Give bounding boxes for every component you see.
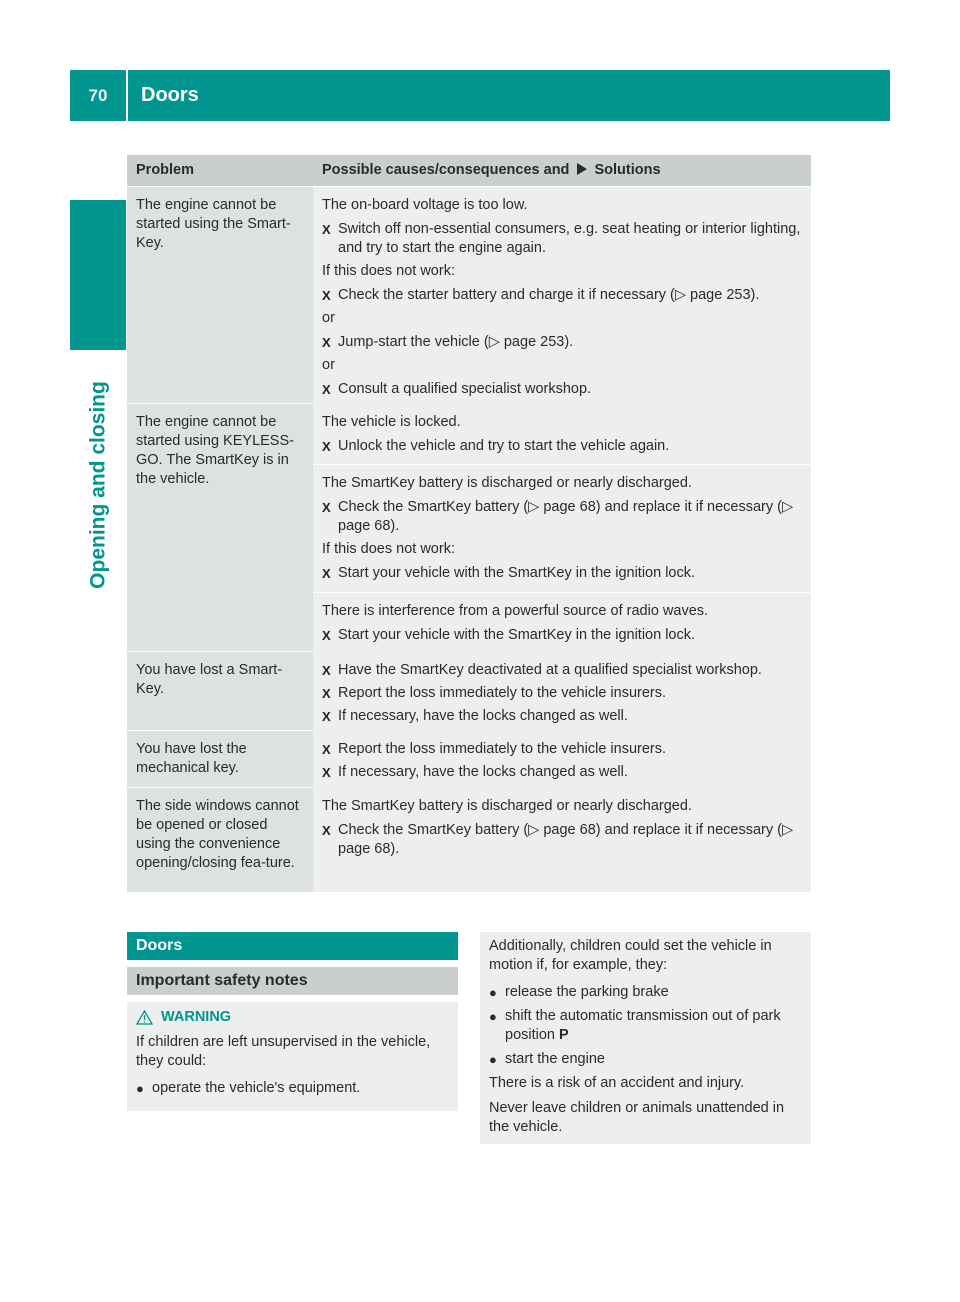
step-text: Check the starter battery and charge it if necessary (▷ page 253). (338, 287, 760, 303)
step-marker-icon: X (322, 686, 331, 701)
cause-text: The SmartKey battery is discharged or nearly discharged. (322, 475, 692, 491)
warning-continuation-box (480, 932, 811, 1144)
step-text: If necessary, have the locks changed as well. (338, 764, 628, 780)
column-header-solutions-suffix: Solutions (594, 162, 661, 178)
list-item (489, 1007, 803, 1045)
condition-text: If this does not work: (322, 263, 455, 279)
problem-cell: The engine cannot be started using KEYLESS-GO. The SmartKey is in the vehicle. (127, 404, 313, 651)
solution-step (322, 626, 803, 645)
table-row (127, 187, 811, 403)
step-marker-icon: X (322, 628, 331, 643)
warning-box (127, 1002, 458, 1111)
bullet-text: start the engine (505, 1051, 605, 1067)
problem-cell: You have lost the mechanical key. (127, 731, 313, 787)
or-text: or (322, 357, 335, 373)
subsection-title: Important safety notes (127, 967, 458, 995)
step-marker-icon: X (322, 709, 331, 724)
step-text: Check the SmartKey battery (▷ page 68) and replace it if necessary (▷ page 68). (338, 499, 794, 534)
solution-cell (313, 404, 811, 651)
solution-step (322, 333, 803, 352)
solution-step (322, 684, 803, 703)
solution-step (322, 564, 803, 583)
advice-text: Never leave children or animals unattended in the vehicle. (489, 1100, 785, 1135)
step-marker-icon: X (322, 663, 331, 678)
solution-step (322, 707, 803, 726)
step-text: Report the loss immediately to the vehicle insurers. (338, 741, 667, 757)
chapter-tab (70, 200, 126, 350)
step-marker-icon: X (322, 566, 331, 581)
solution-block (313, 788, 811, 892)
solution-step (322, 380, 803, 399)
play-arrow-icon (576, 163, 587, 175)
step-marker-icon: X (322, 823, 331, 838)
risk-text: There is a risk of an accident and injury. (489, 1075, 745, 1091)
solution-cell (313, 652, 811, 730)
step-marker-icon: X (322, 335, 331, 350)
warning-triangle-icon (136, 1010, 153, 1025)
step-text: Jump-start the vehicle (▷ page 253). (338, 334, 574, 350)
solution-step (322, 286, 803, 305)
gear-position-label: P (559, 1027, 569, 1043)
problem-cell: The engine cannot be started using the Smart-Key. (127, 187, 313, 403)
section-title: Doors (127, 932, 458, 960)
bullet-icon: ● (489, 1009, 497, 1024)
solution-block (313, 652, 811, 737)
step-marker-icon: X (322, 288, 331, 303)
or-text: or (322, 310, 335, 326)
step-marker-icon: X (322, 500, 331, 515)
step-text: Switch off non-essential consumers, e.g. seat heating or interior lighting, and try to start the engine again. (338, 221, 801, 256)
table-header (127, 155, 811, 186)
step-text: Consult a qualified specialist workshop. (338, 381, 592, 397)
solution-cell (313, 731, 811, 787)
solution-cell (313, 187, 811, 403)
table-row (127, 404, 811, 651)
step-text: Have the SmartKey deactivated at a qualified specialist workshop. (338, 662, 762, 678)
solution-step (322, 821, 803, 859)
doors-section-left (127, 932, 458, 1111)
solution-block (313, 187, 811, 410)
step-text: Start your vehicle with the SmartKey in the ignition lock. (338, 565, 696, 581)
solution-cell (313, 788, 811, 892)
solution-step (322, 763, 803, 782)
problem-cell: You have lost a Smart-Key. (127, 652, 313, 730)
column-header-solutions-prefix: Possible causes/consequences and (322, 162, 570, 178)
condition-text: If this does not work: (322, 541, 455, 557)
column-header-problem: Problem (136, 162, 195, 178)
bullet-text-prefix: shift the automatic transmission out of park position (505, 1008, 781, 1043)
bullet-icon: ● (489, 1052, 497, 1067)
cause-text: The on-board voltage is too low. (322, 197, 528, 213)
solution-block (313, 592, 811, 656)
step-marker-icon: X (322, 439, 331, 454)
header-divider (126, 70, 128, 121)
warning-header (136, 1008, 450, 1027)
step-text: If necessary, have the locks changed as well. (338, 708, 628, 724)
page-number: 70 (88, 86, 108, 105)
bullet-text: release the parking brake (505, 984, 669, 1000)
page-header (70, 70, 890, 121)
solution-step (322, 498, 803, 536)
step-marker-icon: X (322, 222, 331, 237)
cause-text: The vehicle is locked. (322, 414, 461, 430)
chapter-label: Opening and closing (86, 381, 110, 589)
solution-step (322, 437, 803, 456)
bullet-icon: ● (489, 985, 497, 1000)
warning-bullet (136, 1079, 450, 1098)
bullet-icon: ● (136, 1081, 144, 1096)
bullet-text: operate the vehicle's equipment. (152, 1080, 361, 1096)
step-text: Start your vehicle with the SmartKey in the ignition lock. (338, 627, 696, 643)
doors-section-right (480, 932, 811, 1144)
intro-text: Additionally, children could set the vehicle in motion if, for example, they: (489, 938, 772, 973)
bullet-text (505, 1007, 803, 1045)
step-text: Check the SmartKey battery (▷ page 68) and replace it if necessary (▷ page 68). (338, 822, 794, 857)
solution-step (322, 740, 803, 759)
warning-label: WARNING (161, 1009, 232, 1025)
column-header-solutions (313, 155, 811, 186)
step-marker-icon: X (322, 765, 331, 780)
solution-block (313, 464, 811, 592)
step-marker-icon: X (322, 742, 331, 757)
step-text: Report the loss immediately to the vehicle insurers. (338, 685, 667, 701)
troubleshooting-table (127, 155, 811, 893)
table-row (127, 731, 811, 787)
solution-block (313, 731, 811, 793)
list-item (489, 1050, 803, 1069)
warning-text: If children are left unsupervised in the vehicle, they could: (136, 1034, 431, 1069)
cause-text: There is interference from a powerful source of radio waves. (322, 603, 709, 619)
solution-step (322, 220, 803, 258)
step-text: Unlock the vehicle and try to start the vehicle again. (338, 438, 670, 454)
table-row (127, 788, 811, 892)
step-marker-icon: X (322, 382, 331, 397)
cause-text: The SmartKey battery is discharged or nearly discharged. (322, 798, 692, 814)
solution-step (322, 661, 803, 680)
problem-cell: The side windows cannot be opened or closed using the convenience opening/closing fea-ture. (127, 788, 313, 892)
page-title: Doors (141, 84, 199, 106)
list-item (489, 983, 803, 1002)
solution-block (313, 404, 811, 464)
table-row (127, 652, 811, 730)
